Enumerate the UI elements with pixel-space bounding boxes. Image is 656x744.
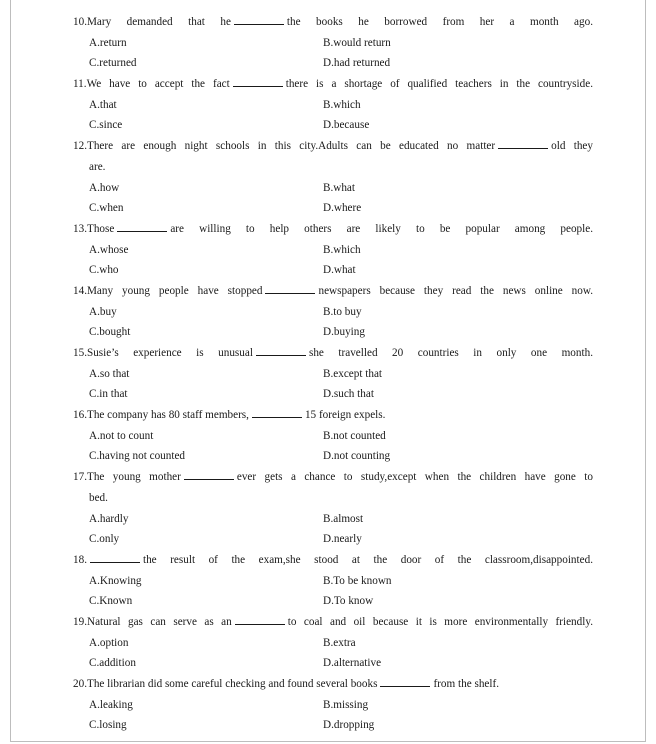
question-16-stem [73,405,593,426]
answer-blank [498,137,548,149]
options-row [73,695,593,716]
question-11-stem [73,74,593,95]
options-row [73,240,593,261]
stem-text: the result of the exam,she stood at the door of the classroom,disappointed. [142,553,593,566]
option-d: D.what [323,264,356,277]
option-b: B.what [323,181,356,194]
options-row [73,260,593,281]
options-row [73,446,593,467]
options-row [73,384,593,405]
answer-blank [184,468,234,480]
answer-blank [90,551,140,563]
option-d: D.because [323,119,370,132]
stem-text: there is a shortage of qualified teachers in the countryside. [285,78,593,91]
stem-text: 20.The librarian did some careful checking and found several books [73,678,378,690]
options-row [73,322,593,343]
option-a: A.how [89,181,120,194]
stem-text: newspapers because they read the news online now. [318,284,593,297]
answer-blank [234,13,284,25]
options-row [73,198,593,219]
stem-text: 12.There are enough night schools in this city.Adults can be educated no matter [73,140,496,153]
stem-text: 15 foreign expels. [304,409,386,422]
option-a: A.leaking [89,698,133,711]
question-list [73,12,593,736]
option-d: D.buying [323,326,365,339]
option-d: D.dropping [323,719,375,732]
options-row [73,178,593,199]
options-row [73,509,593,530]
option-a: A.whose [89,243,129,256]
options-row [73,364,593,385]
answer-blank [256,344,306,356]
option-a: A.Knowing [89,574,142,587]
option-b: B.which [323,98,361,111]
question-12-stem [73,136,593,157]
question-19-stem [73,612,593,633]
answer-blank [380,675,430,687]
option-b: B.extra [323,636,356,649]
stem-text: are willing to help others are likely to be popular among people. [170,222,593,235]
option-b: B.to buy [323,305,362,318]
option-b: B.not counted [323,429,386,442]
stem-text: 18. [73,553,87,566]
question-15-stem [73,343,593,364]
exam-page [10,0,646,742]
stem-text: to coal and oil because it is more environmentally friendly. [287,615,594,628]
option-b: B.To be known [323,574,392,587]
stem-text: 17.The young mother [73,471,181,484]
option-b: B.would return [323,36,391,49]
stem-text: 11.We have to accept the fact [73,78,230,91]
question-13-stem [73,219,593,240]
options-row [73,115,593,136]
stem-text: 13.Those [73,222,115,235]
options-row [73,302,593,323]
option-c: C.only [89,533,120,546]
option-a: A.that [89,98,117,111]
option-a: A.buy [89,305,117,318]
option-c: C.when [89,202,124,215]
option-c: C.having not counted [89,450,186,463]
answer-blank [265,282,315,294]
stem-text: from the shelf. [433,678,500,690]
option-a: A.so that [89,367,130,380]
answer-blank [235,613,285,625]
option-a: A.not to count [89,429,154,442]
option-a: A.return [89,36,127,49]
stem-text: she travelled 20 countries in only one month. [308,347,593,359]
option-c: C.losing [89,719,127,732]
options-row [73,95,593,116]
question-20-stem [73,674,593,695]
option-d: D.where [323,202,362,215]
answer-blank [117,220,167,232]
options-row [73,529,593,550]
stem-text: old they [551,140,593,153]
options-row [73,715,593,736]
options-row [73,633,593,654]
options-row [73,591,593,612]
option-d: D.To know [323,595,374,608]
option-c: C.since [89,119,123,132]
option-b: B.which [323,243,361,256]
option-c: C.Known [89,595,133,608]
option-c: C.bought [89,326,131,339]
option-b: B.missing [323,698,369,711]
option-b: B.almost [323,512,364,525]
stem-text: 14.Many young people have stopped [73,284,263,297]
question-17-stem [73,467,593,488]
options-row [73,571,593,592]
answer-blank [233,75,283,87]
stem-text: the books he borrowed from her a month ago. [286,16,593,28]
question-14-stem [73,281,593,302]
options-row [73,653,593,674]
question-12-continuation: are. [89,160,106,173]
option-d: D.not counting [323,450,391,463]
stem-text: ever gets a chance to study,except when the children have gone to [236,471,593,484]
option-d: D.alternative [323,657,382,670]
option-a: A.option [89,636,129,649]
stem-text: 15.Susie’s experience is unusual [73,347,253,359]
option-d: D.nearly [323,533,362,546]
option-c: C.who [89,264,119,277]
options-row [73,426,593,447]
stem-text: 10.Mary demanded that he [73,16,231,28]
stem-text: 16.The company has 80 staff members, [73,409,249,422]
option-d: D.had returned [323,57,391,70]
options-row [73,33,593,54]
option-c: C.returned [89,57,137,70]
option-a: A.hardly [89,512,129,525]
answer-blank [252,406,302,418]
option-b: B.except that [323,367,383,380]
option-c: C.addition [89,657,136,670]
question-10-stem [73,12,593,33]
options-row [73,53,593,74]
option-d: D.such that [323,388,374,401]
stem-text: 19.Natural gas can serve as an [73,615,232,628]
question-17-continuation: bed. [89,491,108,504]
option-c: C.in that [89,388,128,401]
question-18-stem [73,550,593,571]
